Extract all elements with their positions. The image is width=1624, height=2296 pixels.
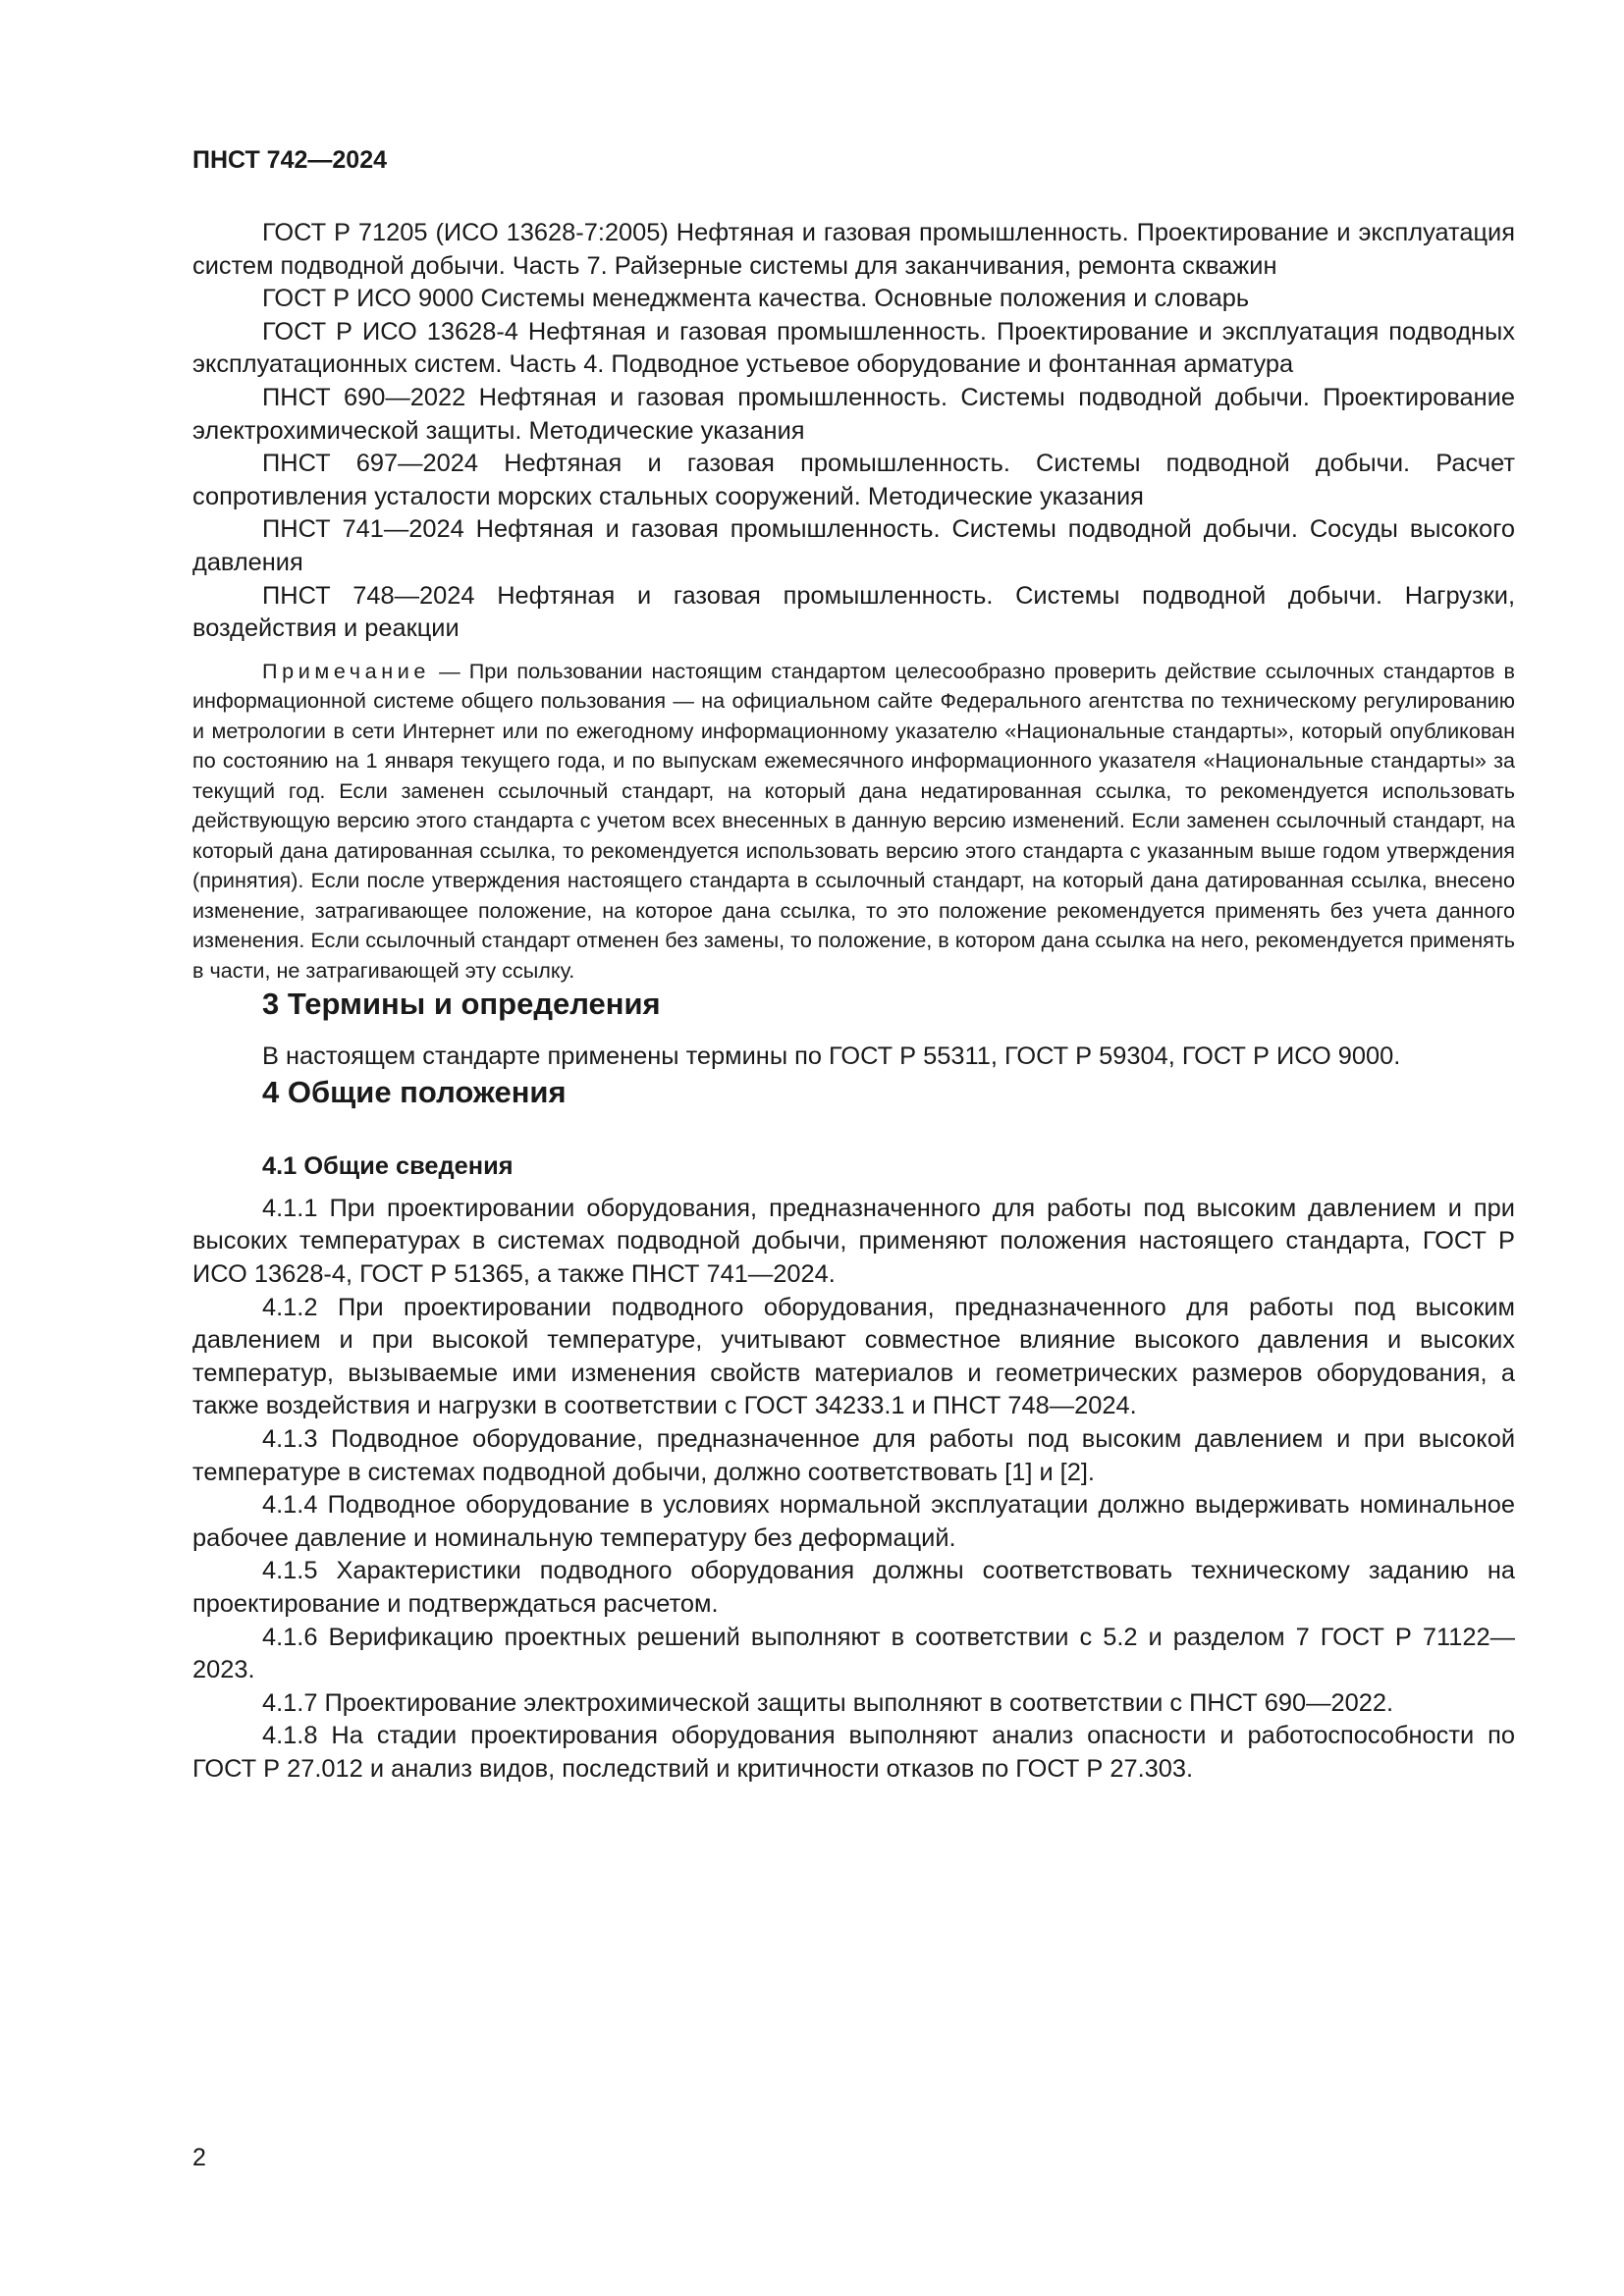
reference-item: ПНСТ 697—2024 Нефтяная и газовая промышленность. Системы подводной добычи. Расчет сопротивления усталости морских стальных сооружений. Методические указания — [192, 450, 1515, 510]
clause-4-1-5: 4.1.5 Характеристики подводного оборудования должны соответствовать техническому заданию на проектирование и подтверждаться расчетом. — [192, 1557, 1515, 1618]
section-3-title: 3 Термины и определения — [262, 987, 661, 1022]
section-3-text: В настоящем стандарте применены термины по ГОСТ Р 55311, ГОСТ Р 59304, ГОСТ Р ИСО 9000. — [262, 1042, 1401, 1071]
reference-item: ПНСТ 690—2022 Нефтяная и газовая промышленность. Системы подводной добычи. Проектирование электрохимической защиты. Методические указания — [192, 383, 1515, 445]
note-paragraph — [192, 657, 1515, 987]
document-page — [192, 145, 1515, 1787]
normative-references-list — [192, 217, 1515, 646]
subsection-4-1-title: 4.1 Общие сведения — [262, 1151, 514, 1180]
clause-4-1-4: 4.1.4 Подводное оборудование в условиях нормальной эксплуатации должно выдерживать номинальное рабочее давление и номинальную температуру без деформаций. — [192, 1491, 1515, 1552]
page-number: 2 — [192, 2144, 206, 2171]
reference-item: ПНСТ 748—2024 Нефтяная и газовая промышленность. Системы подводной добычи. Нагрузки, воздействия и реакции — [192, 581, 1515, 643]
document-code: ПНСТ 742—2024 — [192, 146, 387, 174]
clause-4-1-6: 4.1.6 Верификацию проектных решений выполняют в соответствии с 5.2 и разделом 7 ГОСТ Р 71122—2023. — [192, 1623, 1515, 1684]
clause-4-1-7: 4.1.7 Проектирование электрохимической защиты выполняют в соответствии с ПНСТ 690—2022. — [262, 1688, 1394, 1717]
reference-item: ГОСТ Р ИСО 13628-4 Нефтяная и газовая промышленность. Проектирование и эксплуатация подводных эксплуатационных систем. Часть 4. Подводное устьевое оборудование и фонтанная арматура — [192, 317, 1515, 379]
clause-4-1-1: 4.1.1 При проектировании оборудования, предназначенного для работы под высоким давлением и при высоких температурах в системах подводной добычи, применяют положения настоящего стандарта, ГОСТ Р ИСО 13628-4, ГОСТ Р 51365, а также ПНСТ 741—2024. — [192, 1194, 1515, 1288]
clause-4-1-3: 4.1.3 Подводное оборудование, предназначенное для работы под высоким давлением и при высокой температуре в системах подводной добычи, должно соответствовать [1] и [2]. — [192, 1424, 1515, 1486]
reference-item: ПНСТ 741—2024 Нефтяная и газовая промышленность. Системы подводной добычи. Сосуды высокого давления — [192, 515, 1515, 576]
note-label: Примечание — [262, 658, 430, 683]
reference-item: ГОСТ Р ИСО 9000 Системы менеджмента качества. Основные положения и словарь — [262, 285, 1250, 313]
clause-4-1-2: 4.1.2 При проектировании подводного оборудования, предназначенного для работы под высоким давлением и при высокой температуре, учитывают совместное влияние высокого давления и высоких температур, вызываемые ими изменения свойств материалов и геометрических размеров оборудования, а также воздействия и нагрузки в соответствии с ГОСТ 34233.1 и ПНСТ 748—2024. — [192, 1293, 1515, 1420]
reference-item: ГОСТ Р 71205 (ИСО 13628-7:2005) Нефтяная и газовая промышленность. Проектирование и эксплуатация систем подводной добычи. Часть 7. Райзерные системы для заканчивания, ремонта скважин — [192, 219, 1515, 280]
note-text: — При пользовании настоящим стандартом целесообразно проверить действие ссылочных стандартов в информационной системе общего пользования — на официальном сайте Федерального агентства по техническому регулированию и метрологии в сети Интернет или по ежегодному информационному указателю «Национальные стандарты», который опубликован по состоянию на 1 января текущего года, и по выпускам ежемесячного информационного указателя «Национальные стандарты» за текущий год. Если заменен ссылочный стандарт, на который дана недатированная ссылка, то рекомендуется использовать действующую версию этого стандарта с учетом всех внесенных в данную версию изменений. Если заменен ссылочный стандарт, на который дана датированная ссылка, то рекомендуется использовать версию этого стандарта с указанным выше годом утверждения (принятия). Если после утверждения настоящего стандарта в ссылочный стандарт, на который дана датированная ссылка, внесено изменение, затрагивающее положение, на которое дана ссылка, то это положение рекомендуется применять без учета данного изменения. Если ссылочный стандарт отменен без замены, то положение, в котором дана ссылка на него, рекомендуется применять в части, не затрагивающей эту ссылку. — [192, 658, 1515, 983]
clause-4-1-8: 4.1.8 На стадии проектирования оборудования выполняют анализ опасности и работоспособности по ГОСТ Р 27.012 и анализ видов, последствий и критичности отказов по ГОСТ Р 27.303. — [192, 1722, 1515, 1783]
section-4-title: 4 Общие положения — [262, 1074, 567, 1109]
